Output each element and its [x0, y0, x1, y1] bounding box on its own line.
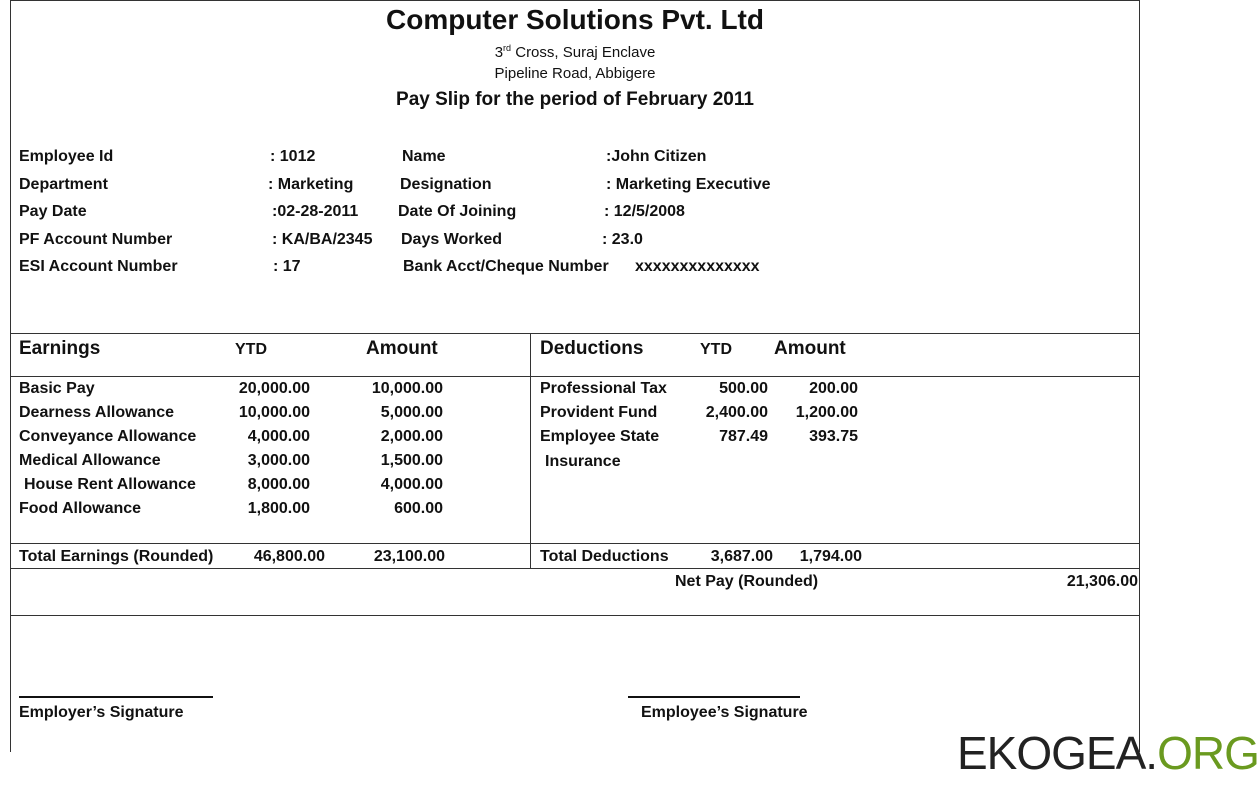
deductions-ytd-header: YTD: [700, 341, 732, 358]
divider: [10, 333, 1140, 334]
employee-field-label: Pay Date: [19, 203, 87, 220]
earning-ytd: 20,000.00: [238, 380, 310, 397]
earning-amount: 2,000.00: [380, 428, 443, 445]
earning-label: Basic Pay: [19, 380, 95, 397]
total-deductions-amount: 1,794.00: [799, 548, 862, 565]
total-earnings-ytd: 46,800.00: [253, 548, 325, 565]
deduction-amount: 200.00: [809, 380, 858, 397]
employee-field-value: : 12/5/2008: [604, 203, 685, 220]
employee-field-value: : 23.0: [602, 230, 643, 248]
employee-field-label: PF Account Number: [19, 230, 173, 248]
employee-field-label: Days Worked: [401, 230, 503, 248]
employee-field-label: ESI Account Number: [19, 258, 178, 275]
divider: [10, 376, 1140, 377]
employee-field-value: : Marketing: [268, 175, 354, 193]
earnings-ytd-header: YTD: [235, 341, 267, 358]
deduction-ytd: 2,400.00: [705, 404, 768, 421]
net-pay-label: Net Pay (Rounded): [675, 573, 819, 590]
earning-amount: 10,000.00: [371, 380, 443, 397]
employee-field-value: :02-28-2011: [272, 203, 359, 220]
total-earnings-label: Total Earnings (Rounded): [19, 548, 214, 565]
employer-signature-label: Employer’s Signature: [19, 704, 184, 721]
earning-label: House Rent Allowance: [24, 476, 196, 493]
earning-ytd: 8,000.00: [247, 476, 310, 493]
deduction-ytd: 500.00: [719, 380, 768, 397]
employee-field-label: Department: [19, 175, 108, 193]
earning-ytd: 3,000.00: [247, 452, 310, 469]
earning-amount: 4,000.00: [380, 476, 443, 493]
deductions-amount-header: Amount: [774, 338, 846, 359]
watermark-logo: EKOGEA.ORG: [957, 727, 1259, 779]
earning-label: Food Allowance: [19, 500, 142, 517]
deduction-label: Employee State: [540, 428, 660, 445]
earning-label: Dearness Allowance: [19, 404, 175, 421]
employee-field-label: Employee Id: [19, 148, 114, 165]
deduction-label: Provident Fund: [540, 404, 658, 421]
frame-top: [10, 0, 1140, 1]
deduction-label: Professional Tax: [540, 380, 667, 397]
earning-ytd: 10,000.00: [238, 404, 310, 421]
deduction-ytd: 787.49: [719, 428, 768, 445]
deductions-header: Deductions: [540, 338, 644, 359]
column-divider: [530, 333, 531, 568]
employee-field-label: Date Of Joining: [398, 203, 517, 220]
earning-ytd: 1,800.00: [247, 500, 310, 517]
employee-field-label: Designation: [400, 175, 492, 193]
employee-field-value: :John Citizen: [606, 148, 707, 165]
earnings-amount-header: Amount: [366, 338, 438, 359]
divider: [10, 615, 1140, 616]
earning-label: Medical Allowance: [19, 452, 161, 469]
company-name: Computer Solutions Pvt. Ltd: [386, 4, 764, 35]
employee-field-value: : 17: [273, 258, 301, 275]
employee-field-value: : Marketing Executive: [606, 175, 771, 193]
period-title: Pay Slip for the period of February 2011: [396, 89, 754, 110]
earning-amount: 600.00: [394, 500, 443, 517]
earning-label: Conveyance Allowance: [19, 428, 197, 445]
employee-field-label: Bank Acct/Cheque Number: [403, 258, 609, 275]
total-deductions-label: Total Deductions: [540, 548, 669, 565]
earning-amount: 5,000.00: [380, 404, 443, 421]
divider: [10, 568, 1140, 569]
address-line-1: 3rd Cross, Suraj Enclave: [494, 43, 656, 61]
deduction-amount: 1,200.00: [795, 404, 858, 421]
employee-field-label: Name: [402, 148, 446, 165]
earning-ytd: 4,000.00: [247, 428, 310, 445]
employee-signature-line: [628, 696, 800, 698]
employee-signature-label: Employee’s Signature: [641, 704, 808, 721]
net-pay-value: 21,306.00: [1066, 573, 1138, 590]
deduction-amount: 393.75: [809, 428, 858, 445]
deduction-label-cont: Insurance: [545, 453, 621, 470]
employee-field-value: xxxxxxxxxxxxxx: [635, 258, 760, 275]
earnings-header: Earnings: [19, 338, 101, 359]
employee-field-value: : 1012: [270, 148, 316, 165]
employee-field-value: : KA/BA/2345: [272, 230, 373, 248]
address-line-2: Pipeline Road, Abbigere: [494, 65, 656, 82]
divider: [10, 543, 1140, 544]
total-deductions-ytd: 3,687.00: [710, 548, 773, 565]
total-earnings-amount: 23,100.00: [373, 548, 445, 565]
employer-signature-line: [19, 696, 213, 698]
earning-amount: 1,500.00: [380, 452, 443, 469]
